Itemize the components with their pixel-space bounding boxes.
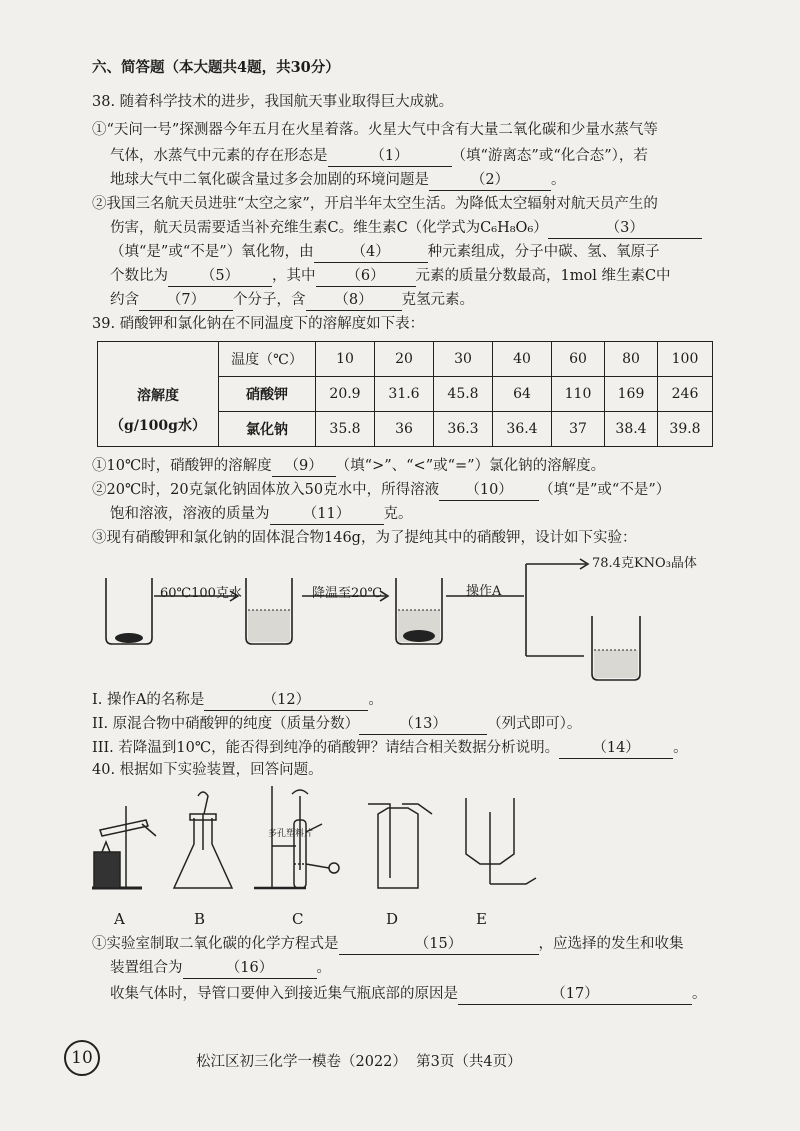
- blank-12[interactable]: （12）: [204, 690, 368, 711]
- kno3-cell: 110: [552, 377, 605, 412]
- solubility-table: [97, 341, 713, 447]
- apparatus-e-icon: [466, 798, 536, 884]
- label-e: E: [476, 910, 487, 928]
- q40-p2: 收集气体时，导管口要伸入到接近集气瓶底部的原因是 （17） 。: [110, 984, 707, 1005]
- label-a: A: [114, 910, 125, 928]
- q39-p3: ③现有硝酸钾和氯化钠的固体混合物146g，为了提纯其中的硝酸钾，设计如下实验：: [92, 530, 637, 546]
- q39-p2-cont: 饱和溶液，溶液的质量为 （11） 克。: [110, 504, 413, 525]
- q38-p2-line3: （填“是”或“不是”）氧化物，由 （4） 种元素组成，分子中碳、氢、氧原子: [110, 242, 660, 263]
- kno3-cell: 169: [605, 377, 658, 412]
- nacl-cell: 35.8: [316, 412, 375, 447]
- temp-cell: 60: [552, 342, 605, 377]
- temp-cell: 10: [316, 342, 375, 377]
- nacl-cell: 36.4: [493, 412, 552, 447]
- filtrate-fill: [594, 650, 638, 678]
- q39-p1: ①10℃时，硝酸钾的溶解度 （9） （填“>”、“<”或“=”）氯化钠的溶解度。: [92, 456, 605, 477]
- footer-text: 松江区初三化学一模卷（2022） 第3页（共4页）: [196, 1054, 522, 1070]
- blank-9[interactable]: （9）: [272, 456, 336, 477]
- blank-5[interactable]: （5）: [168, 266, 272, 287]
- q39-ii: II. 原混合物中硝酸钾的纯度（质量分数） （13） （列式即可）。: [92, 714, 581, 735]
- blank-7[interactable]: （7）: [139, 290, 233, 311]
- arrow2-label: 降温至20℃: [312, 586, 383, 601]
- nacl-cell: 36.3: [434, 412, 493, 447]
- blank-11[interactable]: （11）: [270, 504, 384, 525]
- nacl-cell: 39.8: [658, 412, 713, 447]
- label-b: B: [194, 910, 206, 928]
- q39-iii: III. 若降温到10℃，能否得到纯净的硝酸钾？请结合相关数据分析说明。 （14） 。: [92, 738, 688, 759]
- temp-cell: 30: [434, 342, 493, 377]
- nacl-cell: 38.4: [605, 412, 658, 447]
- blank-2[interactable]: （2）: [429, 170, 551, 191]
- temp-cell: 40: [493, 342, 552, 377]
- solid-mixture: [115, 633, 143, 643]
- blank-4[interactable]: （4）: [314, 242, 428, 263]
- q40-stem: 40. 根据如下实验装置，回答问题。: [92, 762, 323, 778]
- temp-header: 温度（℃）: [219, 342, 316, 377]
- porous-plate-label: 多孔塑料片: [268, 829, 314, 839]
- q38-p1-line3: 地球大气中二氧化碳含量过多会加剧的环境问题是 （2） 。: [110, 170, 566, 191]
- kno3-name: 硝酸钾: [219, 377, 316, 412]
- blank-10[interactable]: （10）: [439, 480, 539, 501]
- kno3-cell: 31.6: [375, 377, 434, 412]
- q38-p2-line1: ②我国三名航天员进驻“太空之家”，开启半年太空生活。为降低太空辐射对航天员产生的: [92, 196, 658, 212]
- arrow3-label: 操作A: [466, 584, 502, 599]
- blank-15[interactable]: （15）: [339, 934, 539, 955]
- blank-14[interactable]: （14）: [559, 738, 673, 759]
- crystallization-flow-diagram: [96, 556, 736, 684]
- kno3-cell: 246: [658, 377, 713, 412]
- solution-fill: [248, 610, 290, 642]
- temp-cell: 20: [375, 342, 434, 377]
- temp-cell: 80: [605, 342, 658, 377]
- blank-3[interactable]: （3）: [548, 218, 702, 239]
- q40-p1: ①实验室制取二氧化碳的化学方程式是 （15） ，应选择的发生和收集: [92, 934, 684, 955]
- q39-stem: 39. 硝酸钾和氯化钠在不同温度下的溶解度如下表：: [92, 316, 425, 332]
- blank-16[interactable]: （16）: [183, 958, 317, 979]
- kno3-cell: 64: [493, 377, 552, 412]
- page-number-circle: 10: [64, 1040, 100, 1076]
- kno3-cell: 45.8: [434, 377, 493, 412]
- table-corner: [98, 342, 219, 377]
- section-title: 六、简答题（本大题共4题，共30分）: [92, 59, 340, 76]
- kno3-cell: 20.9: [316, 377, 375, 412]
- row-label: 溶解度 （g/100g水）: [98, 377, 219, 447]
- q38-p2-line2: 伤害，航天员需要适当补充维生素C。维生素C（化学式为C₆H₈O₆） （3）: [110, 218, 702, 239]
- apparatus-diagram: [86, 784, 566, 908]
- crystal-label: 78.4克KNO₃晶体: [592, 556, 697, 571]
- crystals: [403, 630, 435, 642]
- q40-p1-cont: 装置组合为 （16） 。: [110, 958, 331, 979]
- apparatus-d-icon: [368, 804, 432, 888]
- label-c: C: [292, 910, 304, 928]
- blank-1[interactable]: （1）: [328, 146, 452, 167]
- apparatus-b-icon: [174, 792, 232, 888]
- nacl-cell: 36: [375, 412, 434, 447]
- blank-13[interactable]: （13）: [359, 714, 487, 735]
- nacl-name: 氯化钠: [219, 412, 316, 447]
- blank-8[interactable]: （8）: [306, 290, 402, 311]
- blank-17[interactable]: （17）: [458, 984, 692, 1005]
- q38-p2-line4: 个数比为 （5） ，其中 （6） 元素的质量分数最高，1mol 维生素C中: [110, 266, 671, 287]
- label-d: D: [386, 910, 399, 928]
- blank-6[interactable]: （6）: [316, 266, 416, 287]
- q39-i: I. 操作A的名称是 （12） 。: [92, 690, 383, 711]
- q39-p2: ②20℃时，20克氯化钠固体放入50克水中，所得溶液 （10） （填“是”或“不是”）: [92, 480, 670, 501]
- q38-p1-line2: 气体，水蒸气中元素的存在形态是 （1） （填“游离态”或“化合态”），若: [110, 146, 648, 167]
- q38-stem: 38. 随着科学技术的进步，我国航天事业取得巨大成就。: [92, 94, 454, 110]
- temp-cell: 100: [658, 342, 713, 377]
- q38-p2-line5: 约含 （7） 个分子，含 （8） 克氢元素。: [110, 290, 474, 311]
- nacl-cell: 37: [552, 412, 605, 447]
- q38-p1-line1: ①“天问一号”探测器今年五月在火星着落。火星大气中含有大量二氧化碳和少量水蒸气等: [92, 122, 658, 138]
- arrow1-label: 60℃100克水: [160, 586, 242, 601]
- apparatus-a-icon: [92, 806, 156, 888]
